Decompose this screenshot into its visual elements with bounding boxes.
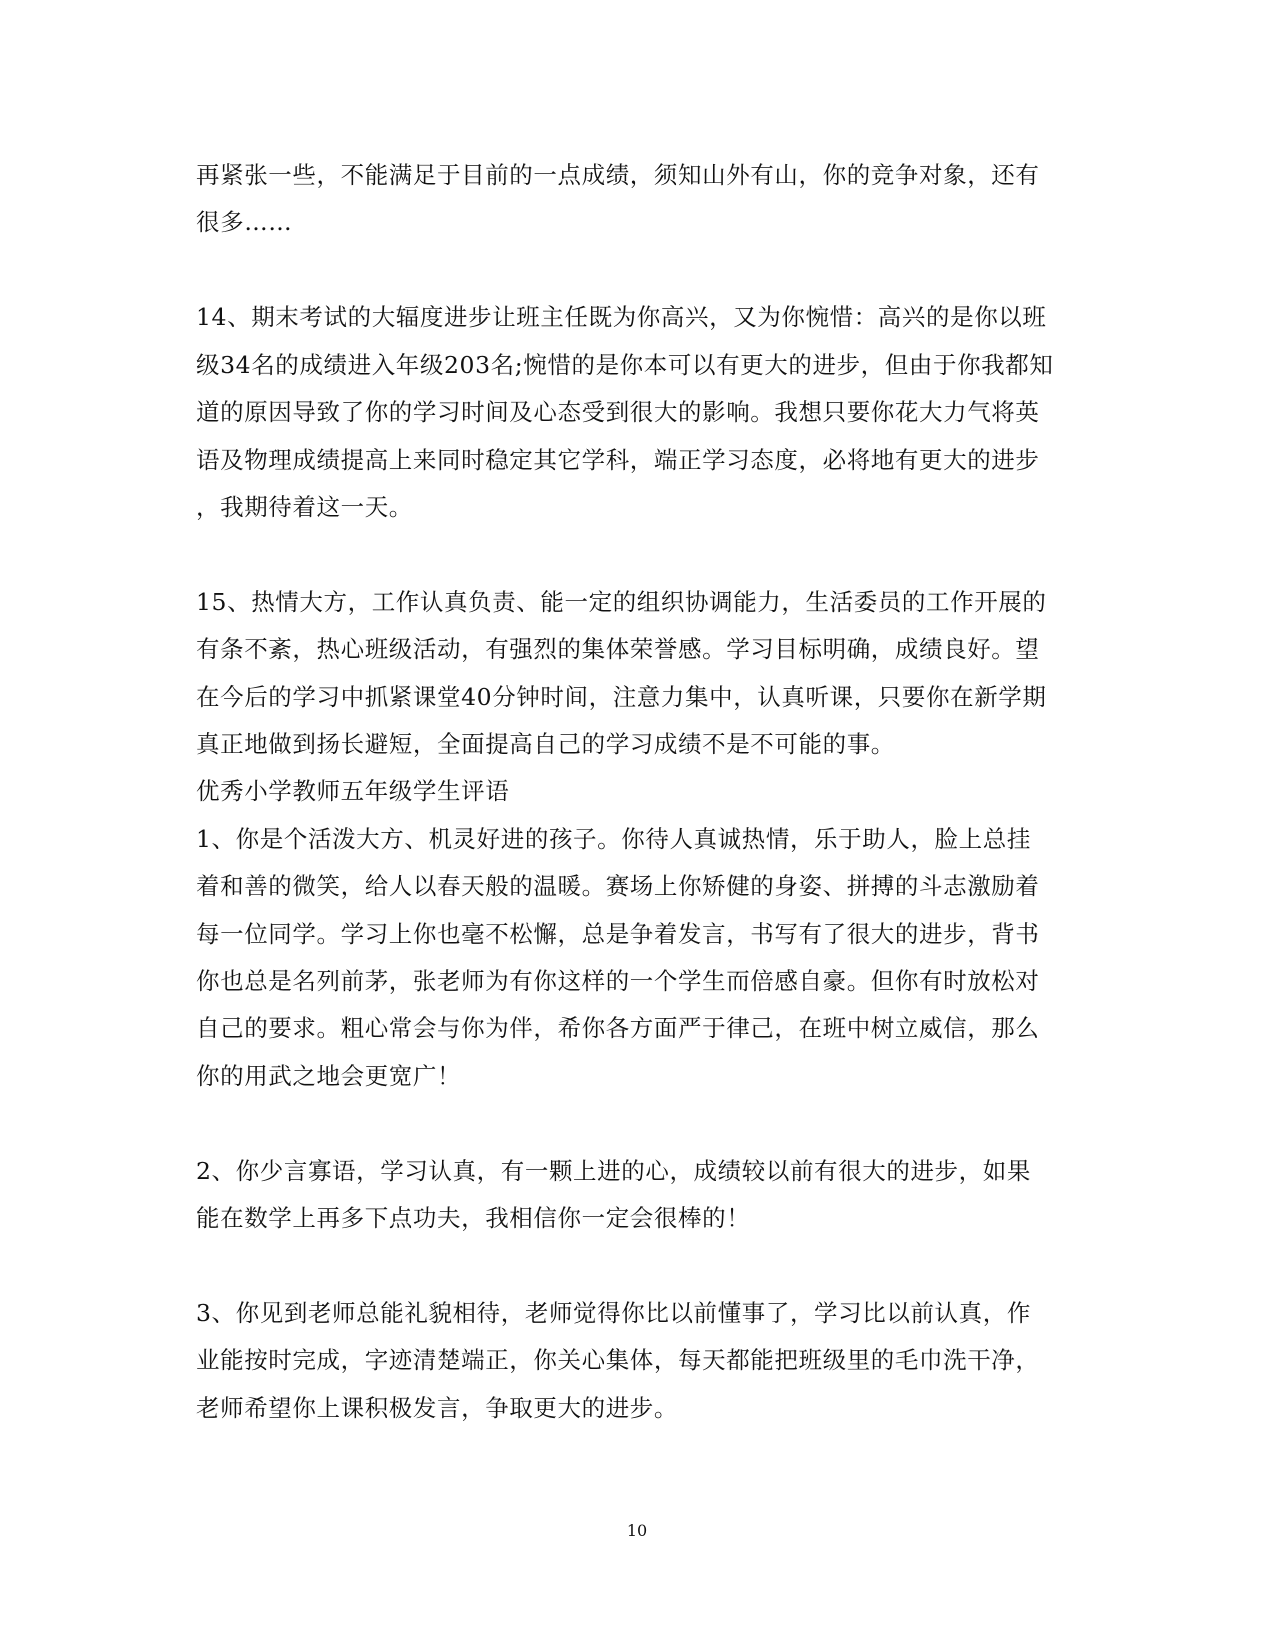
text-line: 在今后的学习中抓紧课堂40分钟时间，注意力集中，认真听课，只要你在新学期 <box>196 683 1047 711</box>
text-line: 再紧张一些，不能满足于目前的一点成绩，须知山外有山，你的竞争对象，还有 <box>196 161 1040 189</box>
text-line: 3、你见到老师总能礼貌相待，老师觉得你比以前懂事了，学习比以前认真，作 <box>196 1299 1031 1327</box>
text-line: 道的原因导致了你的学习时间及心态受到很大的影响。我想只要你花大力气将英 <box>196 398 1040 426</box>
text-line: 15、热情大方，工作认真负责、能一定的组织协调能力，生活委员的工作开展的 <box>196 588 1047 616</box>
text-line: ，我期待着这一天。 <box>196 493 413 521</box>
text-line: 有条不紊，热心班级活动，有强烈的集体荣誉感。学习目标明确，成绩良好。望 <box>196 635 1040 663</box>
text-line: 很多…… <box>196 208 293 236</box>
text-line: 老师希望你上课积极发言，争取更大的进步。 <box>196 1394 678 1422</box>
text-line: 着和善的微笑，给人以春天般的温暖。赛场上你矫健的身姿、拼搏的斗志激励着 <box>196 872 1040 900</box>
text-line: 每一位同学。学习上你也毫不松懈，总是争着发言，书写有了很大的进步，背书 <box>196 920 1040 948</box>
text-line: 你的用武之地会更宽广！ <box>196 1062 462 1090</box>
page-number: 10 <box>626 1521 648 1540</box>
text-line: 自己的要求。粗心常会与你为伴，希你各方面严于律己，在班中树立威信，那么 <box>196 1014 1040 1042</box>
text-line: 1、你是个活泼大方、机灵好进的孩子。你待人真诚热情，乐于助人，脸上总挂 <box>196 825 1031 853</box>
text-line: 级34名的成绩进入年级203名;惋惜的是你本可以有更大的进步，但由于你我都知 <box>196 351 1054 379</box>
text-line: 业能按时完成，字迹清楚端正，你关心集体，每天都能把班级里的毛巾洗干净， <box>196 1346 1040 1374</box>
text-line: 语及物理成绩提高上来同时稳定其它学科，端正学习态度，必将地有更大的进步 <box>196 446 1040 474</box>
text-line: 2、你少言寡语，学习认真，有一颗上进的心，成绩较以前有很大的进步，如果 <box>196 1157 1031 1185</box>
text-line: 你也总是名列前茅，张老师为有你这样的一个学生而倍感自豪。但你有时放松对 <box>196 967 1040 995</box>
text-line: 14、期末考试的大辐度进步让班主任既为你高兴，又为你惋惜：高兴的是你以班 <box>196 303 1047 331</box>
section-heading: 优秀小学教师五年级学生评语 <box>196 777 510 805</box>
text-line: 真正地做到扬长避短，全面提高自己的学习成绩不是不可能的事。 <box>196 730 895 758</box>
text-line: 能在数学上再多下点功夫，我相信你一定会很棒的！ <box>196 1204 751 1232</box>
